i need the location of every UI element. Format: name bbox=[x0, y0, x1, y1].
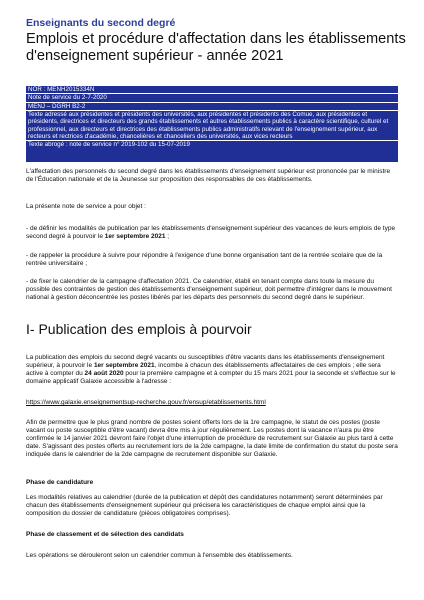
intro-paragraph: L'affectation des personnels du second degré dans les établissements d'enseignement supérieur est prononcée par le ministre de l'Éducation nationale et de la Jeunesse sur proposition des responsables de ces établissements. bbox=[26, 168, 391, 184]
heading-classement: Phase de classement et de sélection des candidats bbox=[26, 531, 184, 538]
galaxie-link[interactable]: https://www.galaxie.enseignementsup-recherche.gouv.fr/ensup/etablissements.html bbox=[26, 399, 266, 406]
issuing-service: MENJ – DGRH B2-2 bbox=[26, 103, 398, 111]
candidature-paragraph: Les modalités relatives au calendrier (durée de la publication et dépôt des candidatures notamment) seront déterminées par chacun des établissements d'enseignement supérieur qui précisera les caractéristiques de chaque emploi ainsi que la composition du dossier de candidature (pièces obligatoires comprises). bbox=[26, 494, 383, 518]
purpose-item-3: - de fixer le calendrier de la campagne d'affectation 2021. Ce calendrier, établi en tenant compte dans toute la mesure du possible des contraintes de gestion des établissements d'enseignement supérieur, doit permettre d'intégrer dans le mouvement national à gestion déconcentrée les postes libérés par les départs des personnels du second degré dans le supérieur. bbox=[26, 278, 392, 302]
publication-paragraph: La publication des emplois du second degré vacants ou susceptibles d'être vacants dans les établissements d'enseignement supérieur, à pourvoir le 1er septembre 2021, incombe à chacun des établissements affectataires de ces emplois ; elle sera active à compter du 24 août 2020 pour la première campagne et à compter du 15 mars 2021 pour la seconde et s'effectue sur le domaine applicatif Galaxie accessible à l'adresse : bbox=[26, 354, 396, 386]
campaign-paragraph: Afin de permettre que le plus grand nombre de postes soient offerts lors de la 1re campagne, le statut de ces postes (poste vacant ou poste susceptible d'être vacant) devra être mis à jour régulièrement. Les postes dont la vacance n'aura pu être confirmée le 14 janvier 2021 devront faire l'objet d'une interruption de procédure de recrutement sur Galaxie au plus tard à cette date. S'agissant des postes offerts au recrutement lors de la 2de campagne, la date limite de confirmation du statut du poste sera indiquée dans le calendrier de la 2de campagne de recrutement disponible sur Galaxie. bbox=[26, 419, 398, 459]
repealed-text: Texte abrogé : note de service n° 2019-102 du 15-07-2019 bbox=[28, 141, 190, 149]
classement-paragraph: Les opérations se dérouleront selon un calendrier commun à l'ensemble des établissements. bbox=[26, 552, 293, 559]
page-title: Emplois et procédure d'affectation dans les établissements d'enseignement supérieur - année 2021 bbox=[26, 31, 406, 64]
heading-candidature: Phase de candidature bbox=[26, 479, 94, 486]
section-overline: Enseignants du second degré bbox=[26, 17, 176, 29]
purpose-intro: La présente note de service a pour objet : bbox=[26, 203, 146, 210]
info-box bbox=[26, 86, 398, 162]
purpose-item-1: - de définir les modalités de publication par les établissements d'enseignement supérieur des vacances de leurs emplois de type second degré à pourvoir le 1er septembre 2021 ; bbox=[26, 225, 396, 241]
section-heading-publication: I- Publication des emplois à pourvoir bbox=[26, 321, 252, 337]
purpose-item-2: - de rappeler la procédure à suivre pour répondre à l'exigence d'une bonne organisation tant de la rentrée scolaire que de la rentrée universitaire ; bbox=[26, 252, 383, 268]
galaxie-link-line bbox=[26, 399, 398, 407]
addressees-text: Texte adressé aux présidentes et présidents des universités, aux présidentes et présidents des Comue, aux présidentes et présidents, directrices et directeurs des grands établissements et autres établissements publics à caractère scientifique, culturel et professionnel, aux directeurs et directrices des établissements publics administratifs relevant de l'enseignement supérieur, aux recteurs et rectrices d'académie, chancelières et chanceliers des universités, aux vices recteurs bbox=[26, 111, 398, 141]
note-date: Note de service du 2-7-2020 bbox=[26, 94, 398, 102]
nor-reference: NOR : MENH2015334N bbox=[26, 86, 398, 94]
